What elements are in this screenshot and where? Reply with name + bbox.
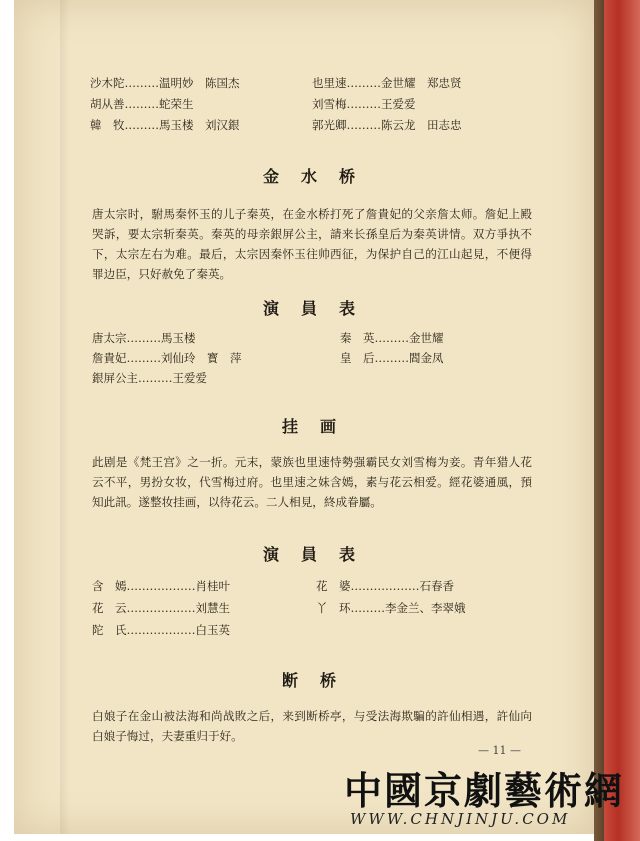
page-number: — 11 — bbox=[478, 744, 521, 757]
cast-entry: 也里速………金世耀 郑忠贤 bbox=[312, 76, 462, 90]
cast-entry: 銀屏公主………王爱爱 bbox=[92, 371, 207, 385]
section-title-guahua: 挂画 bbox=[281, 417, 358, 436]
cast-entry: 秦 英………金世耀 bbox=[340, 331, 444, 345]
cast-entry: 詹貴妃………刘仙玲 寳 萍 bbox=[92, 351, 242, 365]
synopsis-jinshuiqiao: 唐太宗时，駙馬秦怀玉的儿子秦英，在金水桥打死了詹貴妃的父亲詹太师。詹妃上殿哭訴，要太宗斩秦英。秦英的母亲銀屏公主，請来长孫皇后为秦英讲情。双方爭执不下，太宗左右为难。最后，太宗因秦怀玉往帅西征，为保护自己的江山起見，不便得罪边臣，只好赦免了秦英。 bbox=[92, 207, 532, 281]
cast-entry: 花 云………………刘慧生 bbox=[92, 601, 230, 615]
section-title-duanqiao: 断桥 bbox=[281, 671, 358, 690]
cast-entry: 郭光卿………陈云龙 田志忠 bbox=[312, 118, 462, 132]
cast-heading: 演員表 bbox=[262, 545, 377, 564]
cast-entry: 唐太宗………馬玉楼 bbox=[92, 331, 196, 345]
watermark-site-name: 中國京劇藝術網 bbox=[343, 768, 624, 813]
cast-entry: 沙木陀………温明妙 陈国杰 bbox=[90, 76, 240, 90]
section-title-jinshuiqiao: 金水桥 bbox=[262, 167, 377, 186]
synopsis-duanqiao: 白娘子在金山被法海和尚战敗之后，来到断桥亭，与受法海欺騙的許仙相遇，許仙向白娘子悔过，夫妻重归于好。 bbox=[92, 709, 532, 743]
cast-entry: 丫 环………李金兰、李翠娥 bbox=[316, 601, 466, 615]
cast-heading: 演員表 bbox=[262, 299, 377, 318]
cast-entry: 花 婆………………石春香 bbox=[316, 579, 454, 593]
cast-entry: 胡从善………蛇荣生 bbox=[90, 97, 194, 111]
cast-entry: 皇 后………閻金凤 bbox=[340, 351, 444, 365]
synopsis-guahua: 此剧是《梵王宫》之一折。元末，蒙族也里速恃勢强霸民女刘雪梅为妾。青年猎人花云不平，男扮女妆，代雪梅过府。也里速之妹含嫣，素与花云相爱。經花婆通風，預知此訊。遂整妆挂画，以待花云。二人相見，終成眷屬。 bbox=[92, 455, 532, 509]
cast-entry: 刘雪梅………王爱爱 bbox=[312, 97, 416, 111]
cast-entry: 韓 牧………馬玉楼 刘汉銀 bbox=[90, 118, 240, 132]
watermark-url: WWW.CHNJINJU.COM bbox=[350, 810, 571, 828]
cast-entry: 含 嫣………………肖桂叶 bbox=[92, 579, 230, 593]
cast-entry: 陀 氏………………白玉英 bbox=[92, 623, 230, 637]
